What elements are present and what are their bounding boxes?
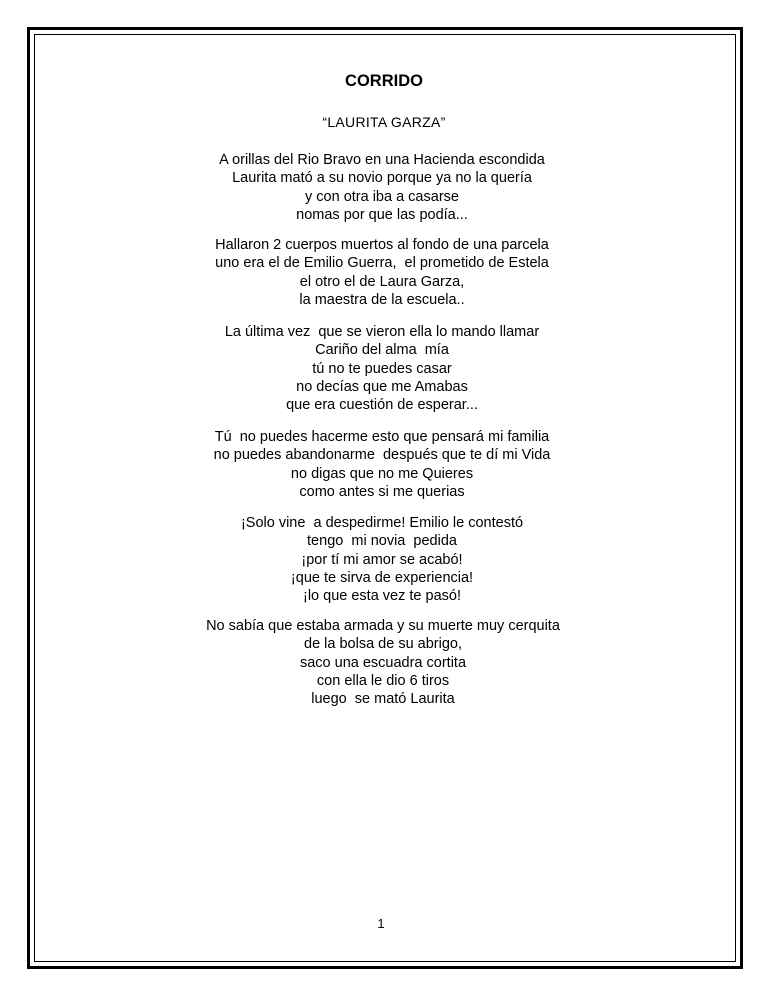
stanza-3 xyxy=(0,323,766,414)
stanza-line: nomas por que las podía... xyxy=(296,206,468,223)
stanza-line: de la bolsa de su abrigo, xyxy=(304,636,462,653)
stanza-5 xyxy=(0,514,766,605)
stanza-line: no puedes abandonarme después que te dí mi Vida xyxy=(213,447,551,464)
stanza-line: no decías que me Amabas xyxy=(296,378,468,395)
stanza-line: La última vez que se vieron ella lo mando llamar xyxy=(224,324,540,340)
stanza-line: luego se mató Laurita xyxy=(311,691,455,708)
stanza-line: Hallaron 2 cuerpos muertos al fondo de una parcela xyxy=(215,237,549,253)
document-title: CORRIDO xyxy=(345,72,423,90)
stanza-line: ¡lo que esta vez te pasó! xyxy=(303,588,461,605)
stanza-line: saco una escuadra cortita xyxy=(299,654,467,671)
stanza-line: el otro el de Laura Garza, xyxy=(299,273,465,290)
stanza-line: Laurita mató a su novio porque ya no la quería xyxy=(232,170,532,187)
stanza-line: Cariño del alma mía xyxy=(315,342,449,359)
stanza-line: con ella le dio 6 tiros xyxy=(316,672,450,689)
stanza-line: uno era el de Emilio Guerra, el prometido de Estela xyxy=(215,255,549,272)
stanza-line: No sabía que estaba armada y su muerte muy cerquita xyxy=(206,618,560,634)
stanza-line: tú no te puedes casar xyxy=(312,360,452,377)
stanza-line: ¡por tí mi amor se acabó! xyxy=(301,551,463,568)
page-number: 1 xyxy=(377,916,385,931)
stanza-line: ¡que te sirva de experiencia! xyxy=(290,569,474,586)
stanza-2 xyxy=(0,236,766,309)
stanza-line: ¡Solo vine a despedirme! Emilio le contestó xyxy=(240,515,524,531)
stanza-line: que era cuestión de esperar... xyxy=(286,397,478,414)
stanza-line: Tú no puedes hacerme esto que pensará mi familia xyxy=(214,429,550,445)
stanza-1 xyxy=(0,151,766,224)
document-subtitle: “LAURITA GARZA” xyxy=(322,114,446,130)
stanza-line: la maestra de la escuela.. xyxy=(299,291,465,308)
stanza-line: y con otra iba a casarse xyxy=(305,188,459,205)
stanza-line: no digas que no me Quieres xyxy=(290,465,474,482)
stanza-line: como antes si me querias xyxy=(299,483,465,500)
stanza-6 xyxy=(0,617,767,708)
stanza-line: A orillas del Rio Bravo en una Hacienda escondida xyxy=(219,152,545,168)
stanza-4 xyxy=(0,428,766,501)
stanza-line: tengo mi novia pedida xyxy=(307,533,457,550)
